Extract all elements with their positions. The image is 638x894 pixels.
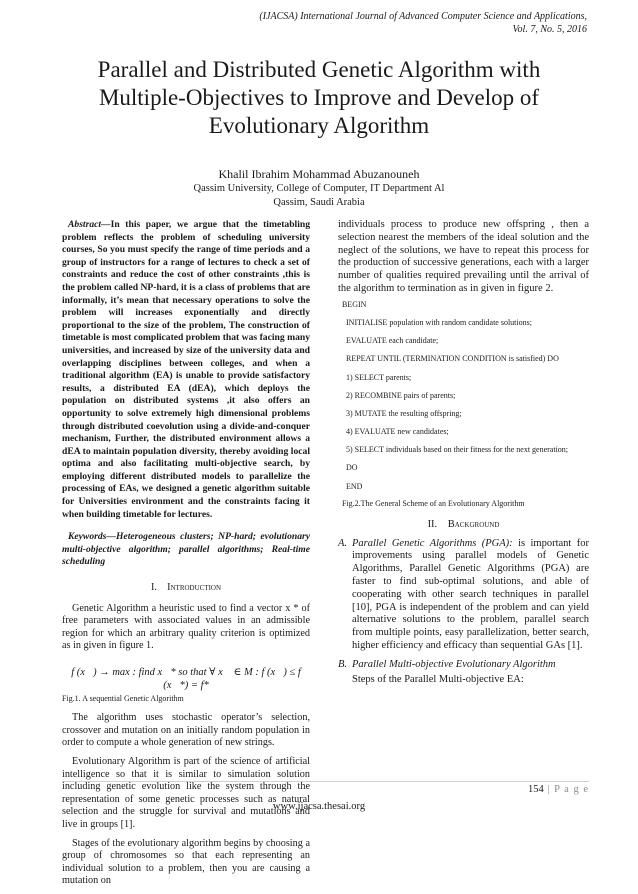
footer-divider: [62, 781, 589, 782]
title-line-2: Multiple-Objectives to Improve and Develop of: [98, 85, 540, 110]
subsection-a-text: is important for improvements using parallel models of Genetic Algorithms, Parallel Genetic Algorithms (PGA) are faster to find sub-optimal solutions, and able of cooperating with other search techniques in parallel [10], PGA is independent of the problem and can yield alternative solutions to the problem, parallel search from multiple points, easy parallelization, better search, higher efficiency and efficacy than sequential GAs [1].: [352, 537, 589, 652]
journal-name: (IJACSA) International Journal of Advanced Computer Science and Applications,: [259, 11, 587, 22]
author-affiliation: [40, 182, 598, 210]
abstract-label: Abstract—: [68, 219, 111, 230]
pseudocode-line: DO: [346, 463, 358, 473]
section-title: Background: [447, 518, 500, 530]
pseudocode-line: 1) SELECT parents;: [346, 372, 412, 382]
abstract-text: In this paper, we argue that the timetabling problem reflects the problem of scheduling university courses, So you must specify the range of time periods and a group of instructors for a range of lectures to check a set of constraints and reduce the cost of other constraints ,this is the problem called NP-hard, it is a class of problems that are informally, it’s mean that necessary operations to solve the problem will increases exponentially and directly proportional to the size of the problem, The construction of timetable is most complicated problem that was facing many universities, and increased by size of the university data and overlapping disciplines between colleges, and when a traditional algorithm (EA) is unable to provide satisfactory results, a distributed EA (dEA), which deploys the population on distributed systems ,it also offers an opportunity to solve extremely high dimensional problems through distributed coevolution using a divide-and-conquer mechanism, Further, the distributed environment allows a dEA to maintain population diversity, thereby avoiding local optima and also facilitating multi-objective search, by employing different distributed models to parallelize the processing of EAs, we designed a genetic algorithm suitable for Universities environment and the constraints facing it when building timetable for lectures.: [62, 219, 310, 520]
subsection-b-text: Steps of the Parallel Multi-objective EA:: [352, 673, 524, 685]
figure-1-caption: Fig.1. A sequential Genetic Algorithm: [62, 694, 184, 704]
abstract: [62, 219, 310, 521]
intro-paragraph-3: Evolutionary Algorithm is part of the science of artificial intelligence so that it is similar to simulation solution including genetic evolution like the system through the representation of some genetic processes such as natural selection and the struggle for survival and mutations and live in groups [1].: [62, 755, 310, 830]
pseudocode-line: 4) EVALUATE new candidates;: [346, 427, 449, 437]
pseudocode-line: REPEAT UNTIL (TERMINATION CONDITION is satisfied) DO: [346, 354, 559, 364]
title-line-1: Parallel and Distributed Genetic Algorithm with: [97, 57, 541, 82]
pseudocode-line: INITIALISE population with random candidate solutions;: [346, 317, 532, 327]
right-column: [338, 219, 589, 686]
section-heading-introduction: [62, 582, 310, 595]
subsection-a: [338, 538, 589, 653]
section-number: II.: [427, 518, 438, 530]
affiliation-line-2: Qassim, Saudi Arabia: [273, 197, 365, 208]
intro-paragraph-2: The algorithm uses stochastic operator’s selection, crossover and mutation on an initially random population in order to compute a whole generation of new strings.: [62, 712, 310, 749]
page-label: | P a g e: [543, 784, 589, 795]
pseudocode-line: 5) SELECT individuals based on their fitness for the next generation;: [346, 445, 569, 455]
keywords-label: Keywords—: [68, 531, 116, 543]
keywords-text: Heterogeneous clusters; NP-hard; evolutionary multi-objective algorithm; parallel algorithms; Real-time scheduling: [62, 531, 310, 568]
page-number-value: 154: [528, 784, 544, 795]
section-heading-background: [338, 519, 589, 532]
subsection-b: [338, 659, 589, 672]
pseudocode-line: 2) RECOMBINE pairs of parents;: [346, 390, 456, 400]
pseudocode-line: END: [346, 481, 363, 491]
subsection-label: A.: [338, 537, 348, 549]
affiliation-line-1: Qassim University, College of Computer, IT Department Al: [193, 183, 445, 194]
title-line-3: Evolutionary Algorithm: [208, 113, 430, 138]
subsection-label: B.: [338, 658, 348, 670]
pseudocode-line: EVALUATE each candidate;: [346, 336, 439, 346]
author-name: Khalil Ibrahim Mohammad Abuzanouneh: [218, 167, 420, 181]
section-number: I.: [150, 582, 157, 594]
journal-header: [187, 10, 587, 36]
left-column: [62, 219, 310, 894]
subsection-a-title: Parallel Genetic Algorithms (PGA):: [352, 537, 513, 549]
page-number: [528, 784, 589, 795]
intro-paragraph-4: Stages of the evolutionary algorithm begins by choosing a group of chromosomes so that each representing an individual solution to a problem, then you are causing a mutation on: [62, 837, 310, 887]
section-title: Introduction: [167, 582, 222, 594]
keywords: [62, 531, 310, 569]
pseudocode-line: 3) MUTATE the resulting offspring;: [346, 408, 462, 418]
intro-paragraph-5: individuals process to produce new offspring , then a selection nearest the members of the ideal solution and the neglect of the solutions, we have to repeat this process for the production of successive generations, each with a larger number of qualities required prevailing until the arrival of the algorithm to termination as in given in figure 2.: [338, 219, 589, 294]
pseudocode-line: BEGIN: [342, 299, 367, 309]
journal-volume: Vol. 7, No. 5, 2016: [512, 24, 587, 35]
pseudocode-block: [342, 300, 589, 492]
intro-paragraph-1: Genetic Algorithm a heuristic used to find a vector x * of free parameters with associated values in an admissible region for which an arbitrary quality criterion is optimized as in given in figure 1.: [62, 602, 310, 652]
figure-2-caption: Fig.2.The General Scheme of an Evolutionary Algorithm: [342, 498, 525, 508]
subsection-a-body: [352, 538, 589, 653]
subsection-b-title: Parallel Multi-objective Evolutionary Algorithm: [352, 658, 556, 670]
paper-title: [40, 56, 598, 140]
journal-website: www.ijacsa.thesai.org: [272, 801, 366, 812]
fitness-formula: f (x⃗) → max : find x⃗* so that ∀ x⃗ ∈ M : f (x⃗) ≤ f (x⃗*) = f*: [71, 667, 301, 691]
